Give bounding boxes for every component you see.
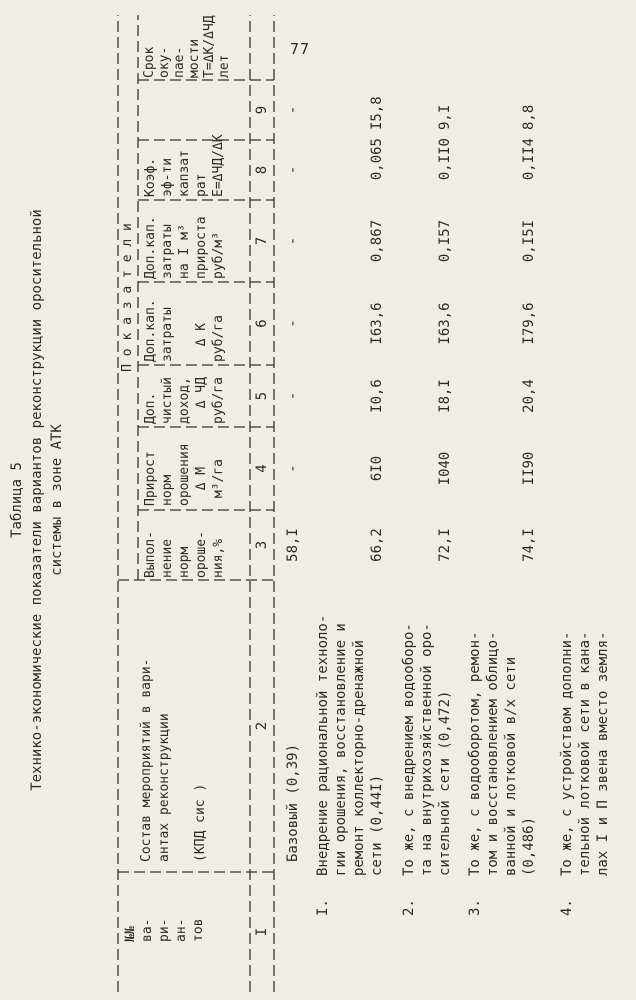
cell-col6: I79,6 <box>521 302 537 345</box>
row-number: I. <box>315 899 331 916</box>
col-number-6: 6 <box>254 319 270 328</box>
header-col9: Срок оку- пае- мости Т=ΔК/ΔЧД лет <box>142 15 232 78</box>
header-col5: Доп. чистый доход, Δ ЧД руб/га <box>143 377 226 424</box>
row-number: 4. <box>559 899 575 916</box>
header-col6: Доп.кап. затраты Δ К руб/га <box>143 299 226 362</box>
header-col-number: №№ ва- ри- ан- тов <box>123 918 206 942</box>
cell-col6: - <box>285 319 301 328</box>
cell-col3: 72,I <box>437 528 453 562</box>
cell-col6: I63,6 <box>369 302 385 345</box>
cell-col5: 20,4 <box>521 379 537 413</box>
col-number-5: 5 <box>254 391 270 401</box>
row-description: Базовый (0,39) <box>285 743 301 862</box>
col-number-1: I <box>254 927 270 937</box>
row-number: 3. <box>467 899 483 916</box>
cell-col5: I8,I <box>437 379 453 413</box>
col-number-8: 8 <box>254 165 270 175</box>
cell-col4: II90 <box>521 451 537 486</box>
header-col-description: Состав мероприятий в вари- антах реконструкции (КПД сис ) <box>139 658 208 862</box>
table-title-line1: Технико-экономические показатели вариантов реконструкции оросительной <box>29 209 45 791</box>
page-number: 77 <box>290 40 311 58</box>
cell-col8: 0,065 <box>369 138 385 181</box>
row-description: То же, с водооборотом, ремон- том и восстановлением облицо- ванной и лотковой в/х сети (0,486) <box>467 631 537 876</box>
cell-col3: 74,I <box>521 528 537 562</box>
cell-col9: I5,8 <box>369 96 385 130</box>
row-description: То же, с устройством дополни- тельной лотковой сети в канa- лах I и П звена вместо земля- <box>559 631 611 876</box>
cell-col4: 6I0 <box>369 455 385 482</box>
cell-col3: 66,2 <box>369 528 385 562</box>
header-col7: Доп.кап. затраты на I м³ прироста руб/м³ <box>143 216 226 279</box>
col-number-7: 7 <box>254 236 270 246</box>
table-label: Таблица 5 <box>9 462 25 538</box>
header-col3: Выпол- нение норм ороше- ния,% <box>143 531 226 578</box>
cell-col9: 8,8 <box>521 104 537 130</box>
col-number-4: 4 <box>254 464 270 473</box>
col-number-9: 9 <box>254 105 270 115</box>
cell-col5: - <box>285 391 301 401</box>
cell-col9: 9,I <box>437 104 453 130</box>
cell-col3: 58,I <box>285 528 301 562</box>
cell-col4: I040 <box>437 451 453 486</box>
header-col4: Прирост норм орошения Δ М м³/га <box>143 443 226 506</box>
row-description: То же, с внедрением водооборо- та на внутрихозяйственной оро- сительной сети (0,472) <box>401 623 453 876</box>
cell-col7: 0,867 <box>369 219 385 263</box>
header-col8: Коэф. эф-ти капзат рат Е=ΔЧД/ΔК <box>143 134 226 197</box>
cell-col5: I0,6 <box>369 379 385 413</box>
cell-col7: 0,I5I <box>521 219 537 263</box>
cell-col7: - <box>285 236 301 246</box>
header-group-indicators: П о к а з а т е л и <box>120 223 135 372</box>
table-title-line2: системы в зоне АТК <box>49 424 65 576</box>
col-number-3: 3 <box>254 540 270 550</box>
cell-col8: - <box>285 165 301 175</box>
row-number: 2. <box>401 899 417 916</box>
cell-col8: 0,II4 <box>521 138 537 181</box>
cell-col6: I63,6 <box>437 302 453 345</box>
cell-col8: 0,II0 <box>437 138 453 181</box>
col-number-2: 2 <box>254 721 270 731</box>
row-description: Внедрение рациональной техноло- гии орошения, восстановление и ремонт коллекторно-дренажной сети (0,44I) <box>315 614 385 876</box>
cell-col9: - <box>285 105 301 115</box>
cell-col4: - <box>285 464 301 473</box>
cell-col7: 0,I57 <box>437 219 453 263</box>
